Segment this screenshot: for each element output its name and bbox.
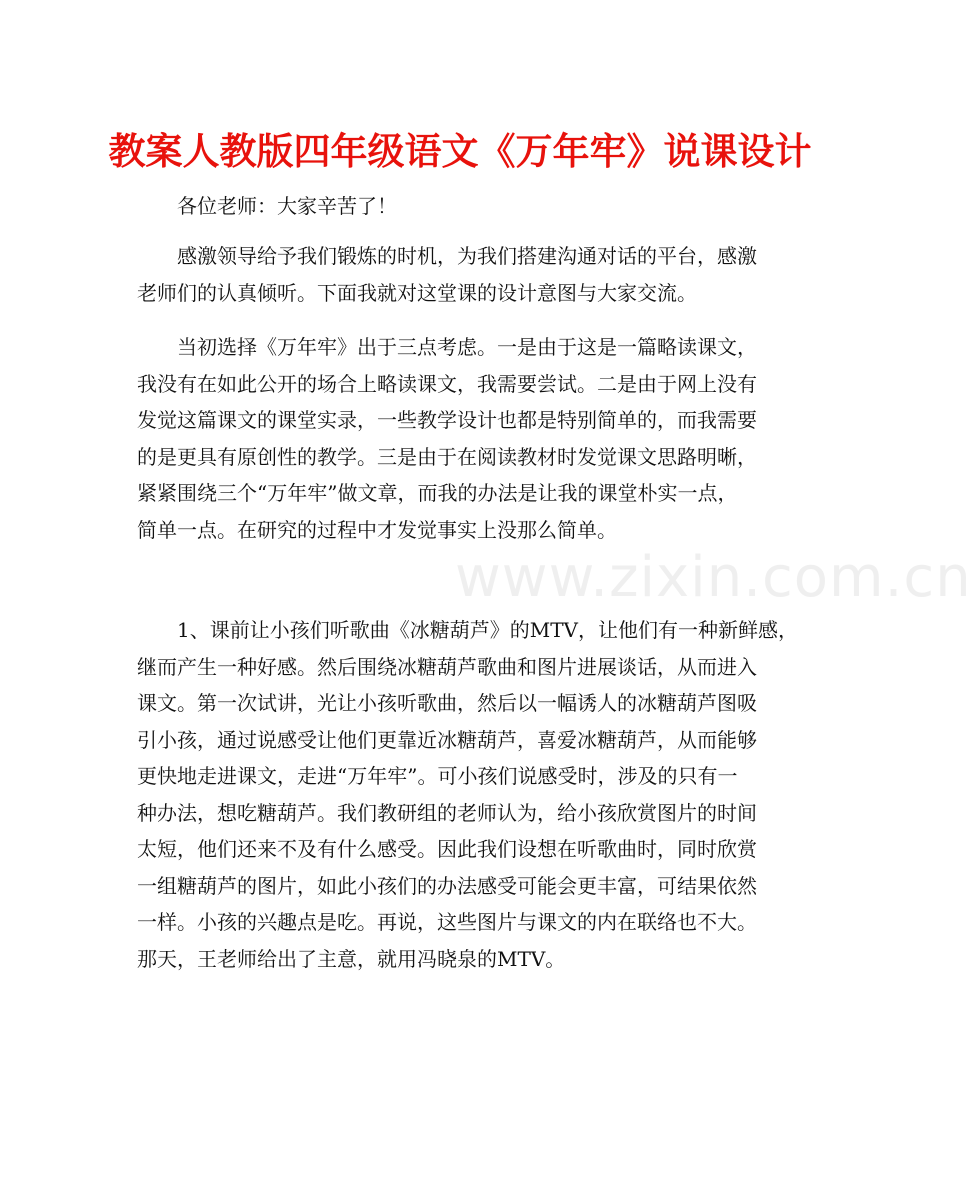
paragraph-step1 [137,612,798,977]
paragraph-line: 紧紧围绕三个“万年牢”做文章，而我的办法是让我的课堂朴实一点， [137,481,738,505]
paragraph-line: 感激领导给予我们锻炼的时机，为我们搭建沟通对话的平台，感激 [177,244,757,268]
paragraph-line: 一组糖葫芦的图片，如此小孩们的办法感受可能会更丰富，可结果依然 [137,873,757,898]
paragraph-greeting [137,188,787,225]
paragraph-line: 太短，他们还来不及有什么感受。因此我们设想在听歌曲时，同时欣赏 [137,837,757,861]
paragraph-line: 那天，王老师给出了主意，就用冯晓泉的MTV。 [137,946,566,971]
paragraph-line: 课文。第一次试讲，光让小孩听歌曲，然后以一幅诱人的冰糖葫芦图吸 [137,691,757,715]
document-title: 教案人教版四年级语文《万年牢》说课设计 [108,130,812,173]
paragraph-reason [137,329,787,548]
paragraph-line: 我没有在如此公开的场合上略读课文，我需要尝试。二是由于网上没有 [137,371,757,396]
paragraph-line: 引小孩，通过说感受让他们更靠近冰糖葫芦，喜爱冰糖葫芦，从而能够 [137,727,757,752]
paragraph-line: 继而产生一种好感。然后围绕冰糖葫芦歌曲和图片进展谈话，从而进入 [137,654,757,679]
paragraph-line: 当初选择《万年牢》出于三点考虑。一是由于这是一篇略读课文， [177,335,757,359]
paragraph-line: 一样。小孩的兴趣点是吃。再说，这些图片与课文的内在联络也不大。 [137,910,757,934]
paragraph-line: 的是更具有原创性的教学。三是由于在阅读教材时发觉课文思路明晰， [137,444,757,469]
paragraph-line: 种办法，想吃糖葫芦。我们教研组的老师认为，给小孩欣赏图片的时间 [137,800,757,825]
paragraph-line: 发觉这篇课文的课堂实录，一些教学设计也都是特别简单的，而我需要 [137,408,757,432]
paragraph-line: 1、课前让小孩们听歌曲《冰糖葫芦》的MTV，让他们有一种新鲜感， [177,618,798,642]
paragraph-thanks [137,238,787,311]
watermark: www.zixin.com.cn [455,545,972,610]
paragraph-line: 简单一点。在研究的过程中才发觉事实上没那么简单。 [137,517,617,542]
paragraph-line: 更快地走进课文，走进“万年牢”。可小孩们说感受时，涉及的只有一 [137,764,738,788]
paragraph-line: 各位老师：大家辛苦了！ [177,194,397,218]
paragraph-line: 老师们的认真倾听。下面我就对这堂课的设计意图与大家交流。 [137,280,697,305]
